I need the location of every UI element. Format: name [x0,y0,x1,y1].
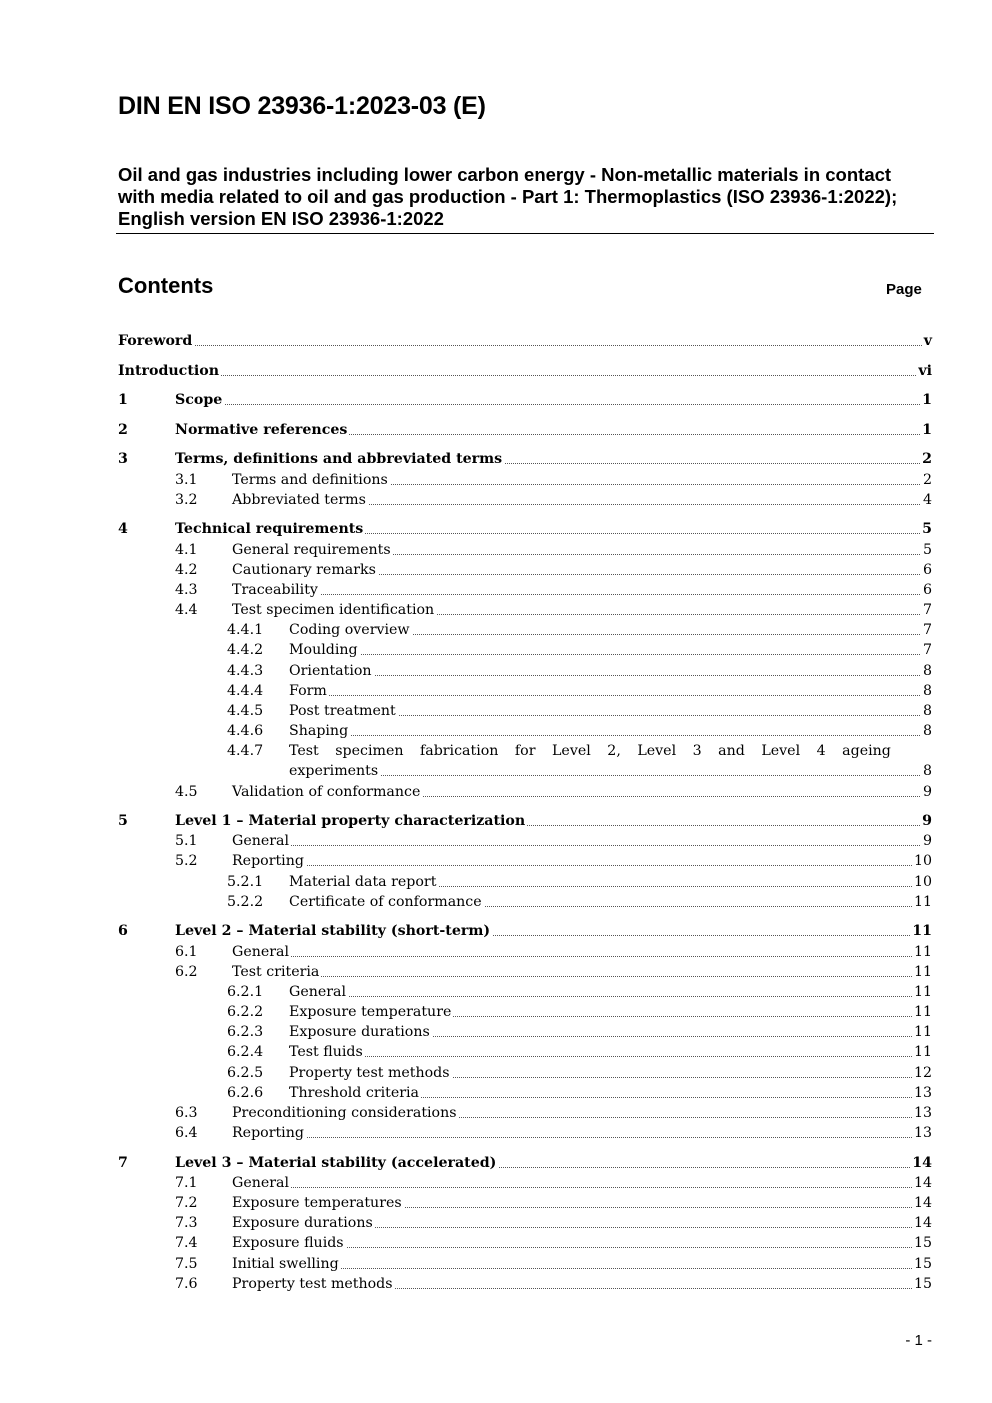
toc-entry-title: Terms, definitions and abbreviated terms [175,451,503,467]
toc-entry-page: 10 [913,874,932,890]
toc-entry-page: 1 [922,422,932,438]
toc-entry-number: 7.3 [175,1215,198,1231]
toc-entry-title: Normative references [175,422,348,438]
toc-entry-page: 9 [922,833,932,849]
toc-entry-number: 6.2.1 [227,984,264,1000]
toc-entry-page: 5 [922,521,932,537]
toc-entry-number: 3.1 [175,472,198,488]
toc-leader-dots [289,775,932,776]
toc-entry-page: 14 [913,1215,932,1231]
toc-entry-title: Cautionary remarks [232,562,376,578]
toc-entry-title: Terms and definitions [232,472,388,488]
toc-entry-number: 6.4 [175,1125,198,1141]
toc-entry-page: 9 [922,784,932,800]
toc-entry-page: 7 [922,602,932,618]
toc-entry-number: 7.6 [175,1276,198,1292]
toc-entry[interactable] [118,721,932,741]
toc-leader-dots [232,976,932,977]
toc-entry[interactable] [118,661,932,681]
toc-entry-title: Test specimen fabrication for Level 2, Level 3 and Level 4 ageing [289,743,891,759]
toc-entry-number: 3 [118,451,128,467]
toc-entry-number: 4.2 [175,562,198,578]
toc-entry-title: General requirements [232,542,391,558]
toc-entry[interactable] [118,1103,932,1123]
toc-entry-page: 11 [913,1024,932,1040]
toc-entry-page: 6 [922,582,932,598]
toc-entry-number: 4.4.2 [227,642,264,658]
toc-entry-number: 4.4.6 [227,723,264,739]
toc-entry-page: 11 [913,984,932,1000]
toc-entry-title: Scope [175,392,223,408]
toc-entry-title: Exposure durations [289,1024,430,1040]
toc-leader-dots [232,1187,932,1188]
toc-entry-page: 15 [913,1256,932,1272]
toc-entry[interactable] [118,1022,932,1042]
toc-entry-page: 8 [922,763,932,779]
toc-entry[interactable] [118,892,932,912]
toc-entry[interactable] [118,361,932,381]
toc-entry-number: 6.2.2 [227,1004,264,1020]
toc-leader-dots [289,996,932,997]
toc-entry-page: 13 [913,1105,932,1121]
toc-entry-number: 4.3 [175,582,198,598]
toc-entry-number: 5.2.1 [227,874,264,890]
toc-entry[interactable] [118,1193,932,1213]
toc-entry[interactable] [118,620,932,640]
toc-entry-number: 4.1 [175,542,198,558]
toc-entry-title: Traceability [232,582,318,598]
toc-entry-number: 4.5 [175,784,198,800]
toc-entry-page: 11 [913,1004,932,1020]
toc-entry-title: Introduction [118,363,220,379]
toc-entry-title: Initial swelling [232,1256,339,1272]
toc-entry-page: 11 [913,964,932,980]
toc-entry-number: 6.2.4 [227,1044,264,1060]
toc-entry-number: 4 [118,521,128,537]
toc-entry[interactable] [118,851,932,871]
toc-entry-title: Shaping [289,723,349,739]
toc-entry-page: 2 [922,451,932,467]
toc-entry-title: Level 1 – Material property characterization [175,813,526,829]
toc-entry-page: 11 [913,1044,932,1060]
toc-entry[interactable] [118,741,932,781]
toc-entry-title: Post treatment [289,703,396,719]
toc-entry[interactable] [118,1123,932,1143]
toc-entry[interactable] [118,600,932,620]
toc-entry-page: 7 [922,622,932,638]
toc-entry[interactable] [118,1233,932,1253]
toc-entry-title: Exposure temperature [289,1004,452,1020]
toc-entry[interactable] [118,420,932,440]
toc-entry[interactable] [118,872,932,892]
toc-entry-title: Validation of conformance [232,784,421,800]
toc-entry[interactable] [118,449,932,469]
toc-entry-page: vi [918,363,932,379]
toc-entry-page: 4 [922,492,932,508]
toc-entry-number: 7 [118,1155,128,1171]
toc-entry-number: 6.2.5 [227,1065,264,1081]
page-column-label: Page [886,281,922,298]
toc-entry-title: Certificate of conformance [289,894,482,910]
toc-entry-page: 1 [922,392,932,408]
toc-entry-title: Test fluids [289,1044,363,1060]
toc-entry-page: 8 [922,723,932,739]
toc-entry[interactable] [118,1063,932,1083]
toc-entry-number: 1 [118,392,128,408]
toc-entry[interactable] [118,640,932,660]
toc-entry-page: 14 [913,1195,932,1211]
toc-entry-page: 11 [913,894,932,910]
toc-entry-title: Exposure durations [232,1215,373,1231]
toc-leader-dots [232,956,932,957]
toc-entry-title: Material data report [289,874,437,890]
toc-entry-page: 11 [913,944,932,960]
toc-entry-number: 7.2 [175,1195,198,1211]
toc-entry[interactable] [118,1042,932,1062]
toc-entry-title: Level 3 – Material stability (accelerated) [175,1155,497,1171]
document-subtitle: Oil and gas industries including lower carbon energy - Non-metallic materials in contact with media related to oil and gas production - Part 1: Thermoplastics (ISO 23936-1:2022); English version EN ISO 23936-1:2022 [118,164,898,229]
toc-entry[interactable] [118,390,932,410]
toc-entry-number: 7.4 [175,1235,198,1251]
toc-entry-number: 4.4.7 [227,743,264,759]
toc-entry[interactable] [118,942,932,962]
page-number: - 1 - [905,1332,932,1349]
toc-entry[interactable] [118,962,932,982]
toc-entry[interactable] [118,1153,932,1173]
toc-entry-page: 15 [913,1276,932,1292]
toc-entry[interactable] [118,470,932,490]
toc-entry[interactable] [118,811,932,831]
toc-entry-title: Technical requirements [175,521,364,537]
toc-entry-page: 11 [912,923,932,939]
toc-entry-title: Reporting [232,1125,304,1141]
toc-entry-title: General [232,1175,290,1191]
toc-entry-title: Test specimen identification [232,602,435,618]
toc-entry-title: Property test methods [232,1276,393,1292]
toc-leader-dots [118,345,932,346]
toc-entry[interactable] [118,701,932,721]
toc-entry[interactable] [118,1002,932,1022]
toc-entry-number: 5.2.2 [227,894,264,910]
toc-entry-title: Moulding [289,642,358,658]
toc-leader-dots [289,654,932,655]
toc-entry-number: 4.4.3 [227,663,264,679]
toc-entry-number: 6.3 [175,1105,198,1121]
toc-entry-number: 6.2.6 [227,1085,264,1101]
toc-entry-title: Abbreviated terms [232,492,366,508]
toc-entry-page: v [923,333,932,349]
toc-entry-number: 5.1 [175,833,198,849]
toc-entry-number: 2 [118,422,128,438]
toc-leader-dots [232,865,932,866]
toc-entry-title: Foreword [118,333,193,349]
toc-entry-number: 4.4.4 [227,683,264,699]
toc-entry-number: 4.4.5 [227,703,264,719]
toc-entry-title: General [232,944,290,960]
toc-entry-page: 7 [922,642,932,658]
toc-entry-number: 6.1 [175,944,198,960]
toc-entry-page: 13 [913,1125,932,1141]
toc-entry-page: 15 [913,1235,932,1251]
toc-entry-page: 13 [913,1085,932,1101]
toc-entry-number: 5.2 [175,853,198,869]
toc-entry-title: General [232,833,290,849]
toc-entry-page: 14 [913,1175,932,1191]
toc-entry[interactable] [118,580,932,600]
toc-entry-title: Threshold criteria [289,1085,420,1101]
toc-entry-page: 10 [913,853,932,869]
toc-entry[interactable] [118,982,932,1002]
toc-entry[interactable] [118,1213,932,1233]
toc-entry[interactable] [118,1083,932,1103]
toc-entry-title: Exposure temperatures [232,1195,402,1211]
toc-entry-title: Level 2 – Material stability (short-term) [175,923,491,939]
toc-entry[interactable] [118,519,932,539]
document-id: DIN EN ISO 23936-1:2023-03 (E) [118,92,486,120]
toc-entry-number: 5 [118,813,128,829]
toc-entry[interactable] [118,831,932,851]
toc-entry-title: General [289,984,347,1000]
toc-entry[interactable] [118,921,932,941]
toc-entry-page: 8 [922,683,932,699]
toc-entry[interactable] [118,1254,932,1274]
toc-entry-number: 6.2 [175,964,198,980]
toc-entry-title: Exposure fluids [232,1235,344,1251]
toc-entry-title: Preconditioning considerations [232,1105,457,1121]
toc-entry-title-continued: experiments [289,763,379,779]
toc-entry-number: 7.1 [175,1175,198,1191]
toc-entry-number: 7.5 [175,1256,198,1272]
toc-entry-title: Property test methods [289,1065,450,1081]
toc-entry-page: 6 [922,562,932,578]
toc-entry-number: 6 [118,923,128,939]
toc-leader-dots [232,594,932,595]
toc-leader-dots [289,1056,932,1057]
toc-entry[interactable] [118,560,932,580]
toc-entry[interactable] [118,331,932,351]
toc-entry-page: 8 [922,663,932,679]
toc-entry[interactable] [118,490,932,510]
toc-entry-page: 9 [922,813,932,829]
toc-entry-title: Reporting [232,853,304,869]
toc-entry-title: Form [289,683,327,699]
toc-entry-number: 4.4 [175,602,198,618]
toc-entry-title: Test criteria [232,964,320,980]
toc-entry-title: Orientation [289,663,372,679]
toc-leader-dots [289,735,932,736]
toc-entry[interactable] [118,540,932,560]
toc-leader-dots [232,1137,932,1138]
toc-entry-number: 3.2 [175,492,198,508]
contents-heading: Contents [118,273,214,298]
toc-entry-title: Coding overview [289,622,410,638]
toc-leader-dots [289,675,932,676]
toc-leader-dots [232,845,932,846]
toc-entry-page: 8 [922,703,932,719]
toc-entry-page: 14 [912,1155,932,1171]
toc-entry-page: 2 [922,472,932,488]
toc-entry[interactable] [118,1274,932,1294]
toc-entry[interactable] [118,1173,932,1193]
toc-entry[interactable] [118,782,932,802]
toc-entry-number: 4.4.1 [227,622,264,638]
toc-entry-page: 5 [922,542,932,558]
toc-leader-dots [289,695,932,696]
toc-leader-dots [118,375,932,376]
toc-entry-number: 6.2.3 [227,1024,264,1040]
toc-entry-page: 12 [913,1065,932,1081]
toc-entry[interactable] [118,681,932,701]
toc-leader-dots [175,404,932,405]
